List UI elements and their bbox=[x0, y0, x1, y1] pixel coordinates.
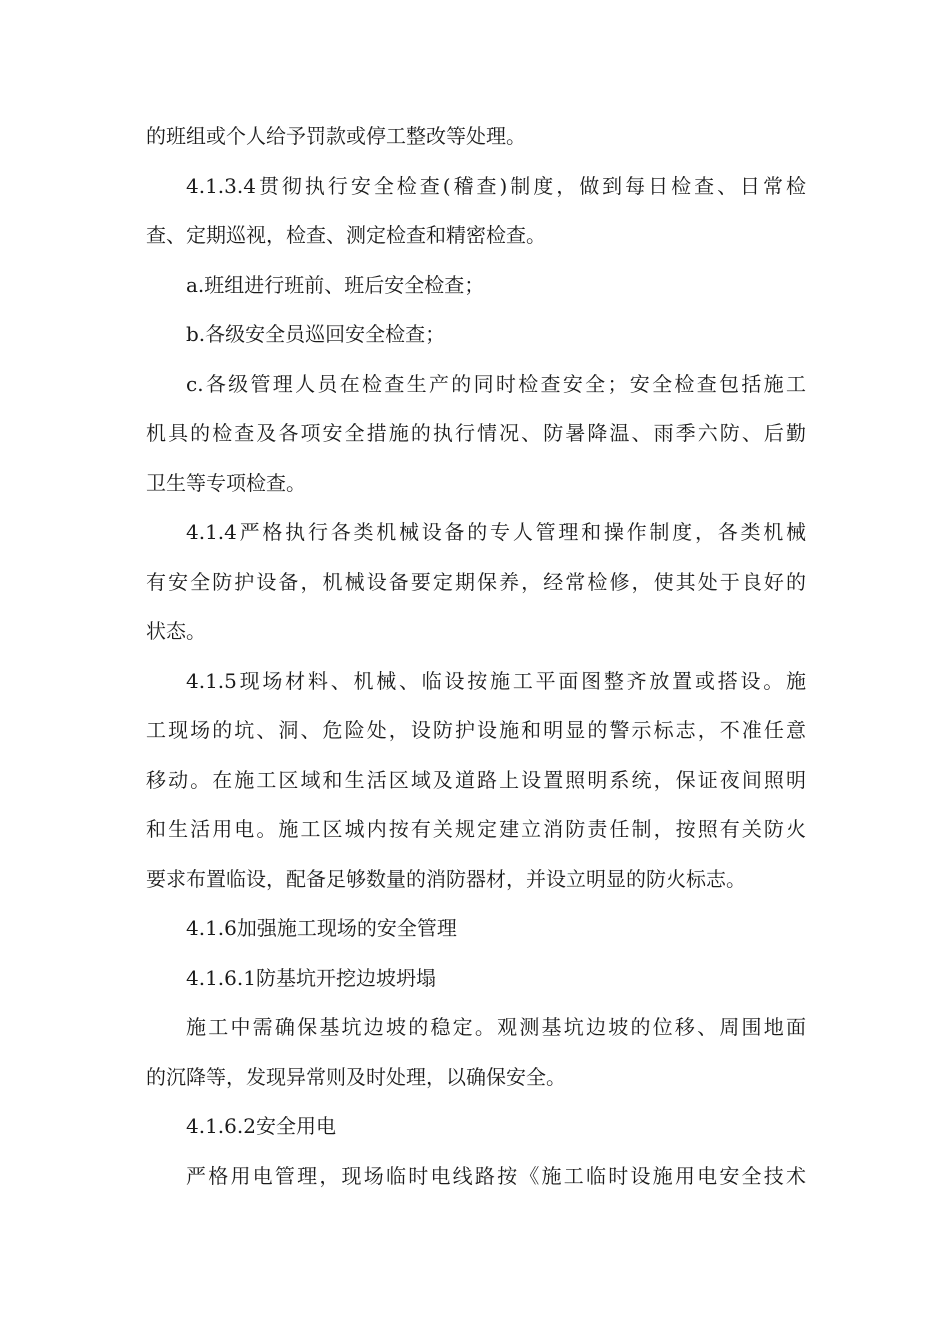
text-line: b.各级安全员巡回安全检查； bbox=[186, 322, 446, 346]
text-line: 机具的检查及各项安全措施的执行情况、防暑降温、雨季六防、后勤 bbox=[146, 421, 806, 445]
body-text bbox=[146, 112, 806, 1201]
text-line: 4.1.3.4贯彻执行安全检查(稽查)制度，做到每日检查、日常检 bbox=[186, 173, 806, 198]
text-line: 查、定期巡视，检查、测定检查和精密检查。 bbox=[146, 223, 546, 247]
text-line: 移动。在施工区域和生活区域及道路上设置照明系统，保证夜间照明 bbox=[146, 767, 806, 792]
text-line: 的班组或个人给予罚款或停工整改等处理。 bbox=[146, 124, 526, 148]
text-line: 的沉降等，发现异常则及时处理，以确保安全。 bbox=[146, 1064, 566, 1089]
subsection-heading: 4.1.6.2安全用电 bbox=[186, 1114, 336, 1138]
text-line: 要求布置临设，配备足够数量的消防器材，并设立明显的防火标志。 bbox=[146, 866, 746, 891]
text-line: a.班组进行班前、班后安全检查； bbox=[186, 272, 485, 297]
text-line: 有安全防护设备，机械设备要定期保养，经常检修，使其处于良好的 bbox=[146, 569, 806, 594]
subsection-heading: 4.1.6.1防基坑开挖边坡坍塌 bbox=[186, 965, 436, 990]
text-line: 严格用电管理，现场临时电线路按《施工临时设施用电安全技术 bbox=[186, 1163, 806, 1188]
text-line: 工现场的坑、洞、危险处，设防护设施和明显的警示标志，不准任意 bbox=[146, 718, 806, 742]
text-line: c.各级管理人员在检查生产的同时检查安全；安全检查包括施工 bbox=[186, 371, 806, 396]
section-heading: 4.1.6加强施工现场的安全管理 bbox=[186, 916, 457, 940]
text-line: 状态。 bbox=[146, 619, 206, 643]
text-line: 施工中需确保基坑边坡的稳定。观测基坑边坡的位移、周围地面 bbox=[186, 1015, 806, 1039]
text-line: 4.1.4严格执行各类机械设备的专人管理和操作制度，各类机械 bbox=[186, 520, 806, 544]
text-line: 卫生等专项检查。 bbox=[146, 470, 306, 495]
text-line: 4.1.5现场材料、机械、临设按施工平面图整齐放置或搭设。施 bbox=[186, 668, 806, 693]
text-line: 和生活用电。施工区城内按有关规定建立消防责任制，按照有关防火 bbox=[146, 817, 806, 841]
